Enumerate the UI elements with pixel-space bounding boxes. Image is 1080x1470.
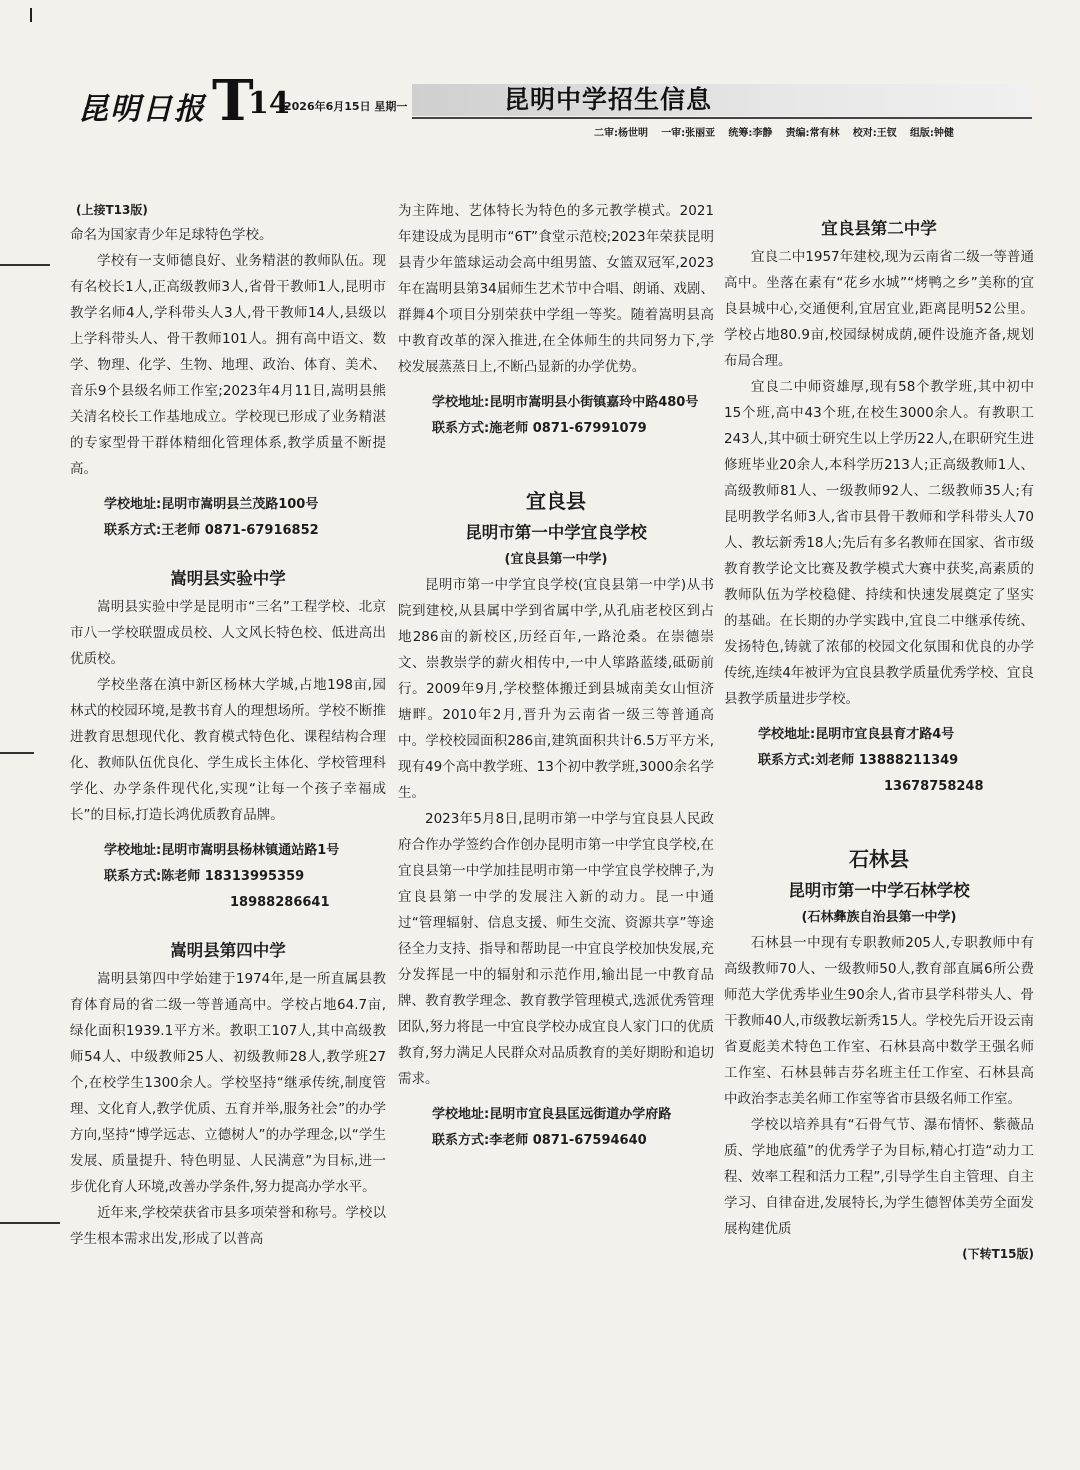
school-contact: 联系方式:王老师 0871-67916852: [104, 523, 319, 538]
scan-margin-mark: [0, 264, 50, 266]
article-paragraph: 2023年5月8日,昆明市第一中学与宜良县人民政府合作办学签约合作创办昆明市第一中学宜良学校,在宜良县第一中学加挂昆明市第一中学宜良学校牌子,为宜良县第一中学的发展注入新的动力。昆一中通过“管理辐射、信息支援、师生交流、资源共享”等途径全力支持、指导和帮助昆一中宜良学校加快发展,充分发挥昆一中的辐射和示范作用,输出昆一中教育品牌、教育教学理念、教育教学管理模式,选派优秀管理团队,努力将昆一中宜良学校办成宜良人家门口的优质教育,努力满足人民群众对品质教育的美好期盼和追切需求。: [398, 811, 714, 1087]
school-contact-phone-2: 13678758248: [884, 779, 984, 794]
school-subtitle: (宜良县第一中学): [504, 552, 608, 567]
editor-credits: [594, 124, 964, 139]
issue-date: 2026年6月15日 星期一: [284, 100, 408, 113]
credit-item: 一审:张丽亚: [661, 128, 716, 139]
column-3: [724, 214, 1034, 1266]
article-paragraph: 近年来,学校荣获省市县多项荣誉和称号。学校以学生根本需求出发,形成了以普高: [70, 1205, 386, 1247]
school-contact: 联系方式:刘老师 13888211349: [758, 753, 959, 768]
school-title: 昆明市第一中学石林学校: [788, 881, 970, 900]
credit-item: 二审:杨世明: [594, 128, 648, 139]
scan-margin-mark: [0, 752, 34, 754]
school-contact: 联系方式:施老师 0871-67991079: [432, 421, 647, 436]
article-paragraph: 宜良二中师资雄厚,现有58个教学班,其中初中15个班,高中43个班,在校生3000余人。有教职工243人,其中硕士研究生以上学历22人,在职研究生进修班毕业20余人,本科学历213人;正高级教师1人、高级教师81人、一级教师92人、二级教师35人;有昆明教学名师3人,省市县骨干教师和学科带头人70人、教坛新秀18人;先后有多名教师在国家、省市级教育教学论文比赛及教学模式大赛中获奖,高素质的教师队伍为学校稳健、持续和快速发展奠定了坚实的基础。在长期的办学实践中,宜良二中继承传统、发扬特色,铸就了浓郁的校园文化氛围和优良的办学传统,连续4年被评为宜良县教学质量优秀学校、宜良县教学质量进步学校。: [724, 379, 1034, 707]
county-heading: 石林县: [849, 847, 909, 871]
continued-to-note: (下转T15版): [962, 1247, 1034, 1261]
school-title: 嵩明县第四中学: [170, 941, 286, 960]
section-letter: T: [212, 68, 254, 134]
article-paragraph: 宜良二中1957年建校,现为云南省二级一等普通高中。坐落在素有“花乡水城”“烤鸭之乡”美称的宜良县城中心,交通便利,宜居宜业,距离昆明52公里。学校占地80.9亩,校园绿树成荫,硬件设施齐备,规划布局合理。: [724, 249, 1034, 369]
section-title: 昆明中学招生信息: [504, 85, 713, 114]
column-2: [398, 198, 714, 1154]
article-paragraph: 石林县一中现有专职教师205人,专职教师中有高级教师70人、一级教师50人,教育部直属6所公费师范大学优秀毕业生90余人,省市县学科带头人、骨干教师40人,市级教坛新秀15人。学校先后开设云南省夏彪美术特色工作室、石林县高中数学王强名师工作室、石林县韩吉芬名班主任工作室、石林县高中政治李志美名师工作室等省市县级名师工作室。: [724, 935, 1034, 1107]
school-title: 昆明市第一中学宜良学校: [465, 523, 647, 542]
article-paragraph: 昆明市第一中学宜良学校(宜良县第一中学)从书院到建校,从县属中学到省属中学,从孔庙老校区到占地286亩的新校区,历经百年,一路沧桑。在崇德崇文、崇教崇学的薪火相传中,一中人筚路蓝缕,砥砺前行。2009年9月,学校整体搬迁到县城南美女山恒济塘畔。2010年2月,晋升为云南省一级三等普通高中。学校校园面积286亩,建筑面积共计6.5万平方米,现有49个高中教学班、13个初中教学班,3000余名学生。: [398, 577, 715, 801]
school-address: 学校地址:昆明市宜良县匡远街道办学府路: [432, 1107, 672, 1122]
school-contact: 联系方式:李老师 0871-67594640: [432, 1133, 647, 1148]
article-paragraph: 嵩明县第四中学始建于1974年,是一所直属县教育体育局的省二级一等普通高中。学校占地64.7亩,绿化面积1939.1平方米。教职工107人,其中高级教师54人、中级教师25人、初级教师28人,教学班27个,在校学生1300余人。学校坚持“继承传统,制度管理、文化育人,教学优质、五育并举,服务社会”的办学方向,坚持“博学远志、立德树人”的办学理念,以“学生发展、质量提升、特色明显、人民满意”为目标,进一步优化育人环境,改善办学条件,努力提高办学水平。: [70, 971, 386, 1195]
column-1: [70, 198, 386, 1252]
article-paragraph: 命名为国家青少年足球特色学校。: [70, 227, 273, 243]
school-address: 学校地址:昆明市宜良县育才路4号: [758, 727, 955, 742]
school-contact-phone-2: 18988286641: [230, 895, 330, 910]
credit-item: 组版:钟健: [909, 128, 954, 139]
school-contact: 联系方式:陈老师 18313995359: [104, 869, 305, 884]
article-paragraph: 学校有一支师德良好、业务精湛的教师队伍。现有名校长1人,正高级教师3人,省骨干教师1人,昆明市教学名师4人,学科带头人3人,骨干教师14人,县级以上学科带头人、骨干教师101人。拥有高中语文、数学、物理、化学、生物、地理、政治、体育、美术、音乐9个县级名师工作室;2023年4月11日,嵩明县熊关清名校长工作基地成立。学校现已形成了业务精湛的专家型骨干群体精细化管理体系,教学质量不断提高。: [70, 253, 386, 477]
school-subtitle: (石林彝族自治县第一中学): [801, 910, 957, 925]
school-address: 学校地址:昆明市嵩明县小街镇嘉玲中路480号: [432, 395, 699, 410]
header-rule: [412, 117, 1032, 119]
school-address: 学校地址:昆明市嵩明县兰茂路100号: [104, 497, 319, 512]
scan-margin-mark: [0, 1222, 60, 1224]
article-paragraph: 嵩明县实验中学是昆明市“三名”工程学校、北京市八一学校联盟成员校、人文风长特色校、低进高出优质校。: [70, 599, 386, 667]
article-paragraph: 学校以培养具有“石骨气节、瀑布情怀、紫薇品质、学地底蕴”的优秀学子为目标,精心打造“动力工程、效率工程和活力工程”,引导学生自主管理、自主学习、自律奋进,发展特长,为学生德智体美劳全面发展构建优质: [724, 1117, 1034, 1237]
continued-from-note: (上接T13版): [76, 203, 148, 217]
page-number: 14: [248, 86, 290, 121]
county-heading: 宜良县: [526, 489, 586, 513]
school-title: 宜良县第二中学: [821, 219, 937, 238]
credit-item: 统筹:李静: [728, 128, 773, 139]
paper-logo: 昆明日报: [78, 92, 206, 127]
article-paragraph: 学校坐落在滇中新区杨林大学城,占地198亩,园林式的校园环境,是教书育人的理想场所。学校不断推进教育思想现代化、教育模式特色化、课程结构合理化、教师队伍优良化、学生成长主体化、学校管理科学化、办学条件现代化,实现“让每一个孩子幸福成长”的目标,打造长鸿优质教育品牌。: [70, 677, 386, 823]
credit-item: 责编:常有林: [785, 128, 840, 139]
scan-corner-mark: [30, 8, 42, 22]
masthead: [78, 68, 408, 134]
credit-item: 校对:王钗: [852, 128, 897, 139]
article-paragraph: 为主阵地、艺体特长为特色的多元教学模式。2021年建设成为昆明市“6T”食堂示范校;2023年荣获昆明县青少年篮球运动会高中组男篮、女篮双冠军,2023年在嵩明县第34届师生艺术节中合唱、朗诵、戏剧、群舞4个项目分别荣获中学组一等奖。随着嵩明县高中教育改革的深入推进,在全体师生的共同努力下,学校发展蒸蒸日上,不断凸显新的办学优势。: [398, 203, 714, 375]
school-address: 学校地址:昆明市嵩明县杨林镇通站路1号: [104, 843, 340, 858]
school-title: 嵩明县实验中学: [170, 569, 286, 588]
